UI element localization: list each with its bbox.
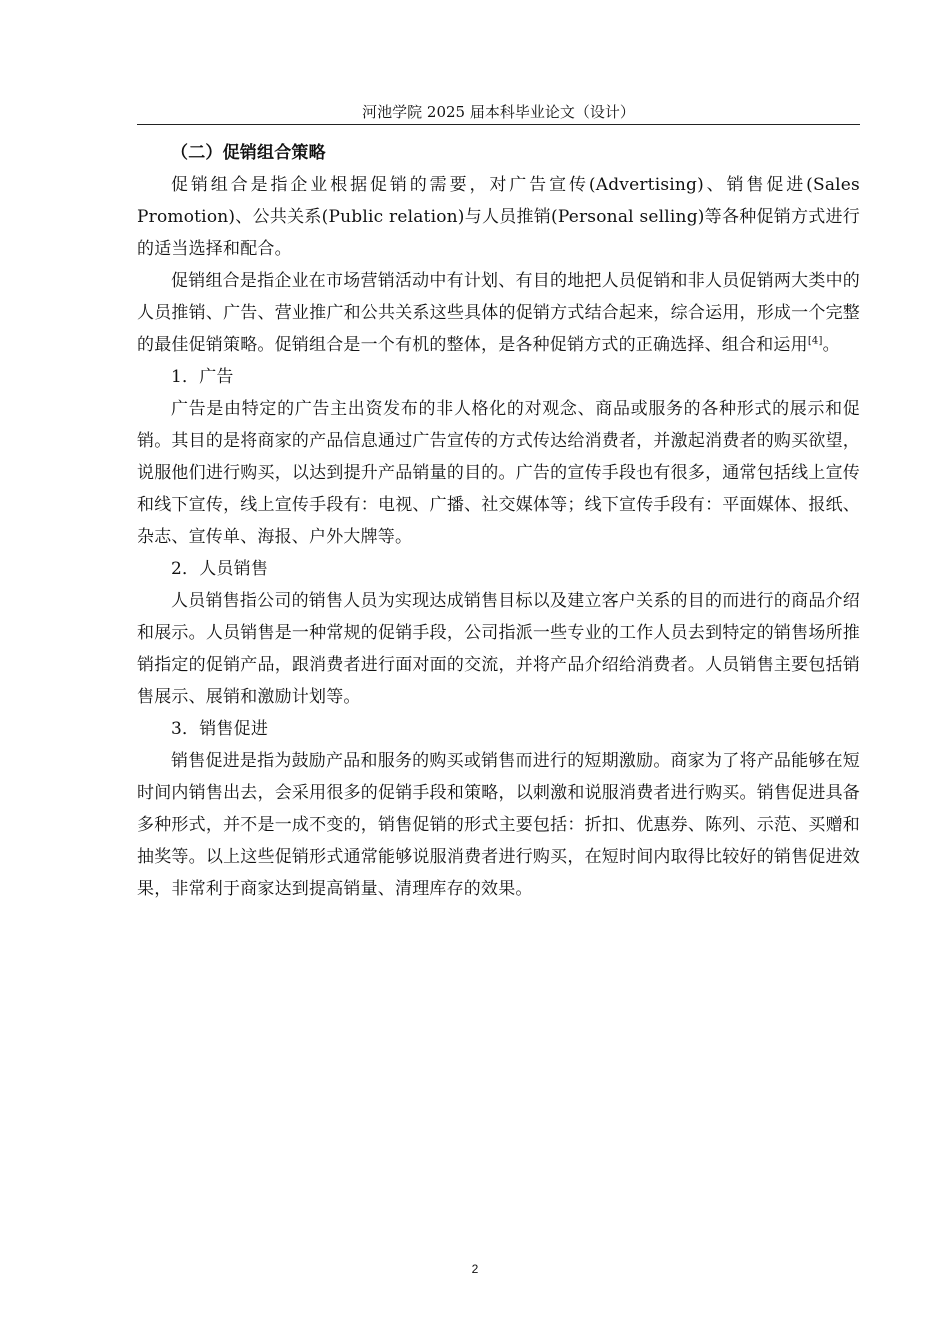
paragraph-promotion-mix-explanation [137, 265, 860, 361]
citation-reference: [4] [807, 335, 823, 347]
paragraph-personal-selling: 人员销售指公司的销售人员为实现达成销售目标以及建立客户关系的目的而进行的商品介绍和展示。人员销售是一种常规的促销手段，公司指派一些专业的工作人员去到特定的销售场所推销指定的促销产品，跟消费者进行面对面的交流，并将产品介绍给消费者。人员销售主要包括销售展示、展销和激励计划等。 [137, 591, 860, 707]
paragraph-text: 促销组合是指企业在市场营销活动中有计划、有目的地把人员促销和非人员促销两大类中的人员推销、广告、营业推广和公共关系这些具体的促销方式结合起来，综合运用，形成一个完整的最佳促销策略。促销组合是一个有机的整体，是各种促销方式的正确选择、组合和运用 [137, 271, 860, 355]
page-number: 2 [471, 1262, 479, 1276]
paragraph-sales-promotion: 销售促进是指为鼓励产品和服务的购买或销售而进行的短期激励。商家为了将产品能够在短时间内销售出去，会采用很多的促销手段和策略，以刺激和说服消费者进行购买。销售促进具备多种形式，并不是一成不变的，销售促销的形式主要包括：折扣、优惠券、陈列、示范、买赠和抽奖等。以上这些促销形式通常能够说服消费者进行购买，在短时间内取得比较好的销售促进效果，非常利于商家达到提高销量、清理库存的效果。 [137, 751, 860, 899]
paragraph-promotion-mix-definition: 促销组合是指企业根据促销的需要，对广告宣传(Advertising)、销售促进(Sales Promotion)、公共关系(Public relation)与人员推销(Personal selling)等各种促销方式进行的适当选择和配合。 [137, 175, 860, 259]
subheading-personal-selling: 2．人员销售 [171, 559, 269, 579]
document-body [137, 137, 860, 905]
subheading-advertising: 1．广告 [171, 367, 234, 387]
paragraph-end: 。 [822, 335, 840, 355]
page-header: 河池学院 2025 届本科毕业论文（设计） [137, 100, 860, 125]
section-heading: （二）促销组合策略 [171, 143, 326, 163]
paragraph-advertising: 广告是由特定的广告主出资发布的非人格化的对观念、商品或服务的各种形式的展示和促销。其目的是将商家的产品信息通过广告宣传的方式传达给消费者，并激起消费者的购买欲望，说服他们进行购买，以达到提升产品销量的目的。广告的宣传手段也有很多，通常包括线上宣传和线下宣传，线上宣传手段有：电视、广播、社交媒体等；线下宣传手段有：平面媒体、报纸、杂志、宣传单、海报、户外大牌等。 [137, 399, 860, 547]
subheading-sales-promotion: 3．销售促进 [171, 719, 269, 739]
